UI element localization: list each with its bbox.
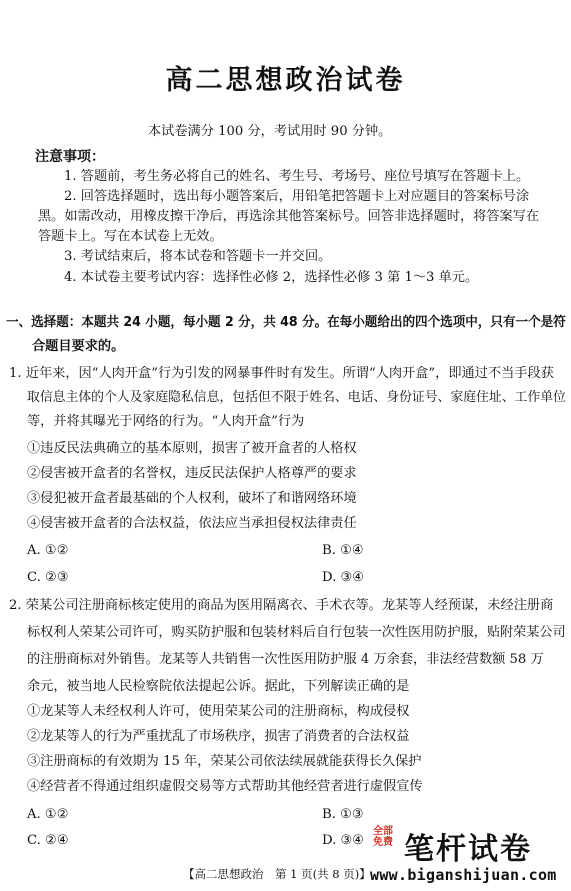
question-1-statement: ④侵害被开盒者的合法权益，依法应当承担侵权法律责任	[27, 516, 357, 531]
page-title: 高二思想政治试卷	[165, 65, 406, 96]
question-1-statement: ②侵害被开盒者的名誉权，违反民法保护人格尊严的要求	[27, 466, 357, 481]
watermark-free-badge: 全部免费	[373, 826, 393, 848]
watermark-url: www.biganshijuan.com	[370, 866, 557, 884]
question-2-option-b: B. ①③	[322, 807, 364, 822]
notice-line: 4. 本试卷主要考试内容：选择性必修 2，选择性必修 3 第 1～3 单元。	[64, 270, 479, 285]
exam-subtitle: 本试卷满分 100 分，考试用时 90 分钟。	[148, 124, 392, 139]
question-2-stem: 的注册商标对外销售。龙某等人共销售一次性医用防护服 4 万余套，非法经营数额 58 万	[27, 652, 544, 667]
question-2-stem: 2. 荣某公司注册商标核定使用的商品为医用隔离衣、手术衣等。龙某等人经预谋，未经注册商	[9, 598, 554, 613]
notice-line: 3. 考试结束后，将本试卷和答题卡一并交回。	[64, 249, 332, 264]
question-2-statement: ④经营者不得通过组织虚假交易等方式帮助其他经营者进行虚假宣传	[27, 779, 423, 794]
page-footer: 【高二思想政治 第 1 页(共 8 页)】	[183, 867, 371, 881]
notice-line: 答题卡上。写在本试卷上无效。	[38, 229, 223, 244]
notice-line: 2. 回答选择题时，选出每小题答案后，用铅笔把答题卡上对应题目的答案标号涂	[64, 189, 530, 204]
question-2-statement: ②龙某等人的行为严重扰乱了市场秩序，损害了消费者的合法权益	[27, 729, 410, 744]
question-2-statement: ③注册商标的有效期为 15 年，荣某公司依法续展就能获得长久保护	[27, 754, 422, 769]
question-1-stem: 等，并将其曝光于网络的行为。“人肉开盒”行为	[27, 414, 305, 429]
section-heading-cont: 合题目要求的。	[32, 339, 125, 354]
question-2-option-d: D. ③④	[322, 833, 365, 848]
question-1-stem: 取信息主体的个人及家庭隐私信息，包括但不限于姓名、电话、身份证号、家庭住址、工作单位	[27, 390, 566, 405]
notice-heading: 注意事项：	[35, 149, 105, 165]
question-1-option-d: D. ③④	[322, 570, 365, 585]
question-1-statement: ③侵犯被开盒者最基础的个人权利，破坏了和谐网络环境	[27, 491, 357, 506]
question-1-option-a: A. ①②	[27, 543, 69, 558]
question-1-option-c: C. ②③	[27, 570, 69, 585]
question-2-option-c: C. ②④	[27, 833, 69, 848]
question-1-statement: ①违反民法典确立的基本原则，损害了被开盒者的人格权	[27, 441, 357, 456]
notice-line: 黑。如需改动，用橡皮擦干净后，再选涂其他答案标号。回答非选择题时，将答案写在	[38, 209, 540, 224]
watermark-brand: 笔杆试卷	[404, 832, 532, 867]
question-2-option-a: A. ①②	[27, 807, 69, 822]
question-2-stem: 余元，被当地人民检察院依法提起公诉。据此，下列解读正确的是	[27, 679, 410, 694]
question-1-option-b: B. ①④	[322, 543, 364, 558]
question-2-stem: 标权利人荣某公司许可，购买防护服和包装材料后自行包装一次性医用防护服，贴附荣某公司	[27, 625, 566, 640]
question-1-stem: 1. 近年来，因“人肉开盒”行为引发的网暴事件时有发生。所谓“人肉开盒”，即通过不当手段获	[9, 366, 554, 381]
notice-line: 1. 答题前，考生务必将自己的姓名、考生号、考场号、座位号填写在答题卡上。	[64, 169, 530, 184]
question-2-statement: ①龙某等人未经权利人许可，使用荣某公司的注册商标，构成侵权	[27, 704, 410, 719]
section-heading: 一、选择题：本题共 24 小题，每小题 2 分，共 48 分。在每小题给出的四个选项中，只有一个是符	[6, 315, 566, 330]
